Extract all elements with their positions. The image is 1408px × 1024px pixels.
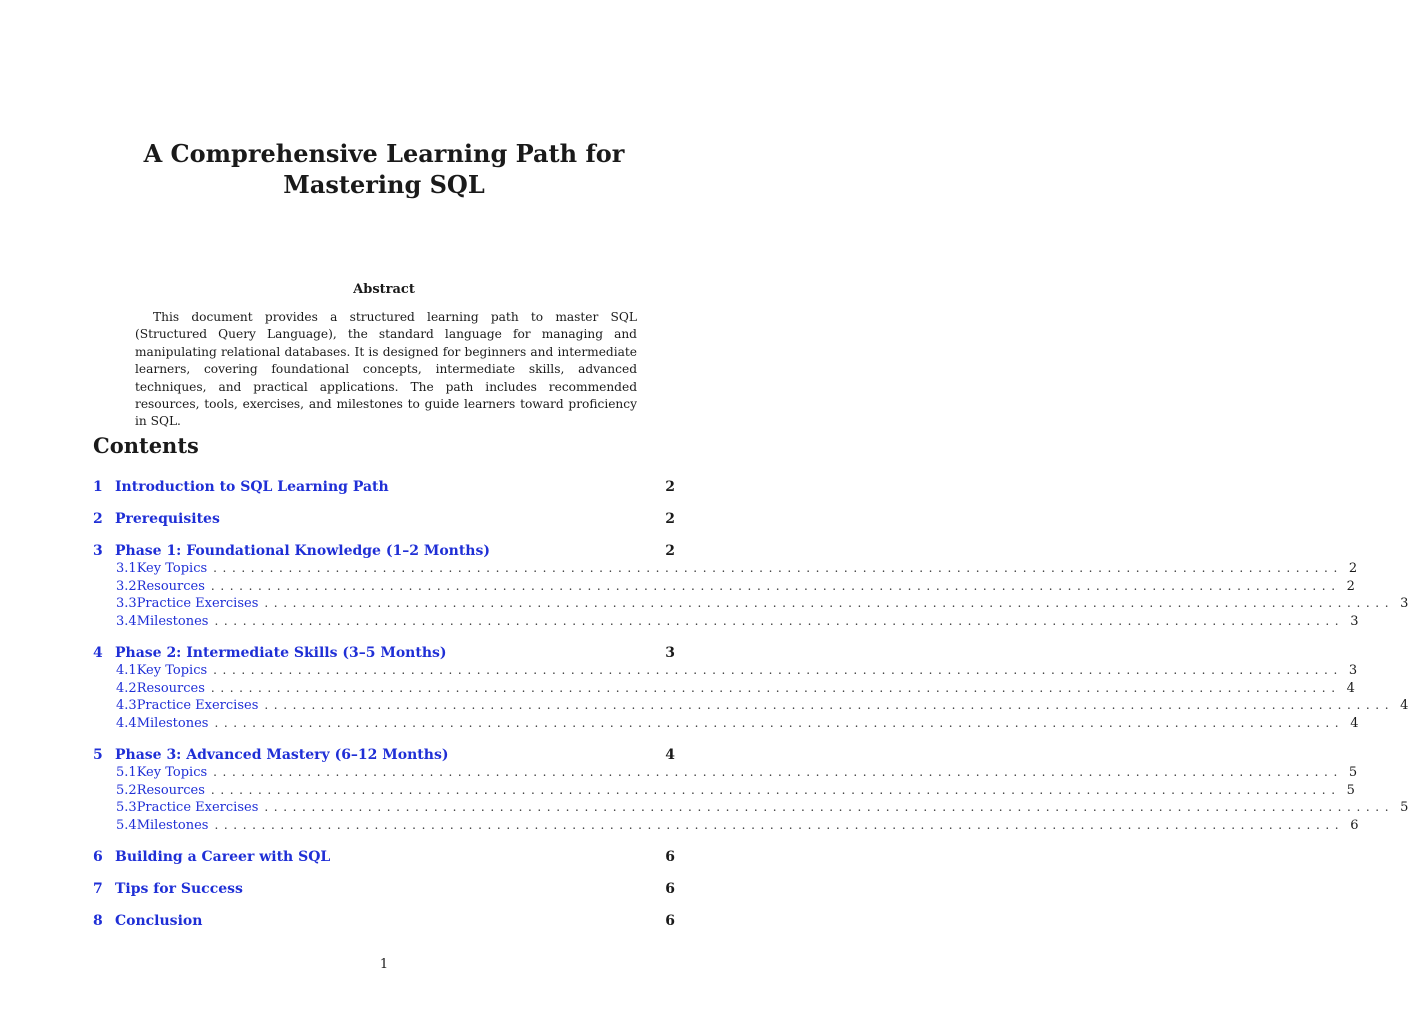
toc-subentry-link[interactable]: Key Topics [136,765,208,780]
toc-subentry-page: 3 [1348,663,1358,678]
toc-leader-dots: ........................................................................................................................ [210,782,1341,797]
toc-entry-7[interactable] [93,880,675,898]
toc-subentry-link[interactable]: Resources [136,782,205,798]
toc-subentry-link[interactable]: Practice Exercises [136,596,259,611]
toc-subentry-4.3[interactable] [93,697,1408,715]
toc-entry-number[interactable]: 8 [93,913,103,929]
toc-entry-page: 6 [665,849,675,865]
toc-subentry-number[interactable]: 4.1 [116,663,137,678]
toc-leader-dots: ........................................................................................................................ [214,817,1345,832]
toc-subentry-link[interactable]: Key Topics [136,663,208,678]
toc-entry-number[interactable]: 4 [93,645,103,661]
toc-subentry-3.4[interactable] [93,613,1359,631]
toc-section [93,912,675,930]
toc-leader-dots: ........................................................................................................................ [213,663,1343,677]
contents-heading: Contents [93,433,199,458]
toc-entry-page: 2 [665,511,675,527]
toc-entry-page: 4 [665,747,675,763]
toc-subentry-page: 3 [1350,613,1359,629]
toc-subentry-5.3[interactable] [93,799,1408,817]
toc-subentry-link[interactable]: Milestones [136,613,209,629]
title-line-1: A Comprehensive Learning Path for [143,139,625,168]
toc-section [93,746,1408,834]
toc-entry-page: 6 [665,881,675,897]
toc-subentry-link[interactable]: Resources [136,680,205,696]
toc-subentry-3.3[interactable] [93,595,1408,613]
toc-entry-link[interactable]: Phase 3: Advanced Mastery (6–12 Months) [115,747,449,763]
toc-subentry-number[interactable]: 3.4 [116,613,137,629]
toc-entry-number[interactable]: 7 [93,881,103,897]
toc-entry-8[interactable] [93,912,675,930]
toc-subentry-number[interactable]: 3.1 [116,561,137,576]
toc-subentry-page: 2 [1346,578,1355,594]
toc-subentry-page: 5 [1400,800,1408,815]
toc-subentry-5.1[interactable] [93,764,1358,782]
toc-subentry-4.2[interactable] [93,680,1355,698]
toc-entry-link[interactable]: Tips for Success [115,881,243,897]
toc-entry-page: 2 [665,479,675,495]
toc-entry-link[interactable]: Phase 2: Intermediate Skills (3–5 Months) [115,645,447,661]
toc-entry-number[interactable]: 1 [93,479,103,495]
toc-entry-page: 6 [665,913,675,929]
toc-subentry-3.1[interactable] [93,560,1358,578]
toc-leader-dots: ........................................................................................................................ [214,613,1345,628]
toc-entry-number[interactable]: 5 [93,747,103,763]
toc-entry-link[interactable]: Phase 1: Foundational Knowledge (1–2 Months) [115,543,490,559]
toc-subentry-link[interactable]: Milestones [136,817,209,833]
toc-subentry-link[interactable]: Practice Exercises [136,800,259,815]
toc-subentry-4.4[interactable] [93,715,1359,733]
toc-entry-link[interactable]: Prerequisites [115,511,220,527]
toc-entry-link[interactable]: Building a Career with SQL [115,849,331,865]
toc-subentry-page: 2 [1348,561,1358,576]
toc-entry-link[interactable]: Conclusion [115,913,203,929]
toc-leader-dots: ........................................................................................................................ [264,698,1395,712]
toc-leader-dots: ........................................................................................................................ [264,596,1395,610]
toc-leader-dots: ........................................................................................................................ [213,765,1343,779]
toc-subentry-5.2[interactable] [93,782,1355,800]
toc-subentry-number[interactable]: 4.2 [116,680,137,696]
toc-entry-2[interactable] [93,510,675,528]
toc-subentry-number[interactable]: 5.2 [116,782,137,798]
table-of-contents [93,478,1408,944]
toc-entry-5[interactable] [93,746,675,764]
toc-subentry-5.4[interactable] [93,817,1359,835]
toc-entry-page: 3 [665,645,675,661]
toc-subentry-4.1[interactable] [93,662,1358,680]
toc-entry-number[interactable]: 3 [93,543,103,559]
toc-leader-dots: ........................................................................................................................ [264,800,1395,814]
toc-subentry-page: 5 [1348,765,1358,780]
toc-subentry-number[interactable]: 4.3 [116,698,137,713]
document-title [0,138,768,200]
toc-section [93,478,675,496]
toc-leader-dots: ........................................................................................................................ [213,561,1343,575]
toc-subentry-page: 4 [1346,680,1355,696]
toc-subentry-link[interactable]: Key Topics [136,561,208,576]
toc-entry-3[interactable] [93,542,675,560]
toc-entry-1[interactable] [93,478,675,496]
toc-subentry-page: 5 [1346,782,1355,798]
toc-entry-page: 2 [665,543,675,559]
page-number: 1 [379,957,389,972]
toc-leader-dots: ........................................................................................................................ [214,715,1345,730]
toc-subentry-link[interactable]: Milestones [136,715,209,731]
toc-entry-6[interactable] [93,848,675,866]
toc-section [93,880,675,898]
title-line-2: Mastering SQL [283,170,485,199]
toc-subentry-page: 4 [1350,715,1359,731]
toc-subentry-page: 3 [1400,596,1408,611]
toc-leader-dots: ........................................................................................................................ [210,680,1341,695]
toc-subentry-link[interactable]: Resources [136,578,205,594]
toc-subentry-number[interactable]: 4.4 [116,715,137,731]
toc-entry-4[interactable] [93,644,675,662]
toc-section [93,542,1408,630]
toc-entry-number[interactable]: 2 [93,511,103,527]
toc-entry-number[interactable]: 6 [93,849,103,865]
toc-entry-link[interactable]: Introduction to SQL Learning Path [115,479,389,495]
toc-subentry-link[interactable]: Practice Exercises [136,698,259,713]
toc-subentry-page: 4 [1400,698,1408,713]
toc-subentry-number[interactable]: 5.4 [116,817,137,833]
toc-section [93,848,675,866]
toc-subentry-page: 6 [1350,817,1359,833]
toc-subentry-number[interactable]: 3.2 [116,578,137,594]
toc-leader-dots: ........................................................................................................................ [210,578,1341,593]
toc-subentry-number[interactable]: 5.1 [116,765,137,780]
toc-subentry-number[interactable]: 3.3 [116,596,137,611]
abstract-text: This document provides a structured learning path to master SQL (Structured Query Language), the standard language for managing and manipulating relational databases. It is designed for beginners and intermediate learners, covering foundational concepts, intermediate skills, advanced techniques, and practical applications. The path includes recommended resources, tools, exercises, and milestones to guide learners toward proficiency in SQL. [135,310,637,429]
toc-section [93,510,675,528]
toc-subentry-3.2[interactable] [93,578,1355,596]
abstract-heading: Abstract [353,282,415,297]
toc-section [93,644,1408,732]
toc-subentry-number[interactable]: 5.3 [116,800,137,815]
